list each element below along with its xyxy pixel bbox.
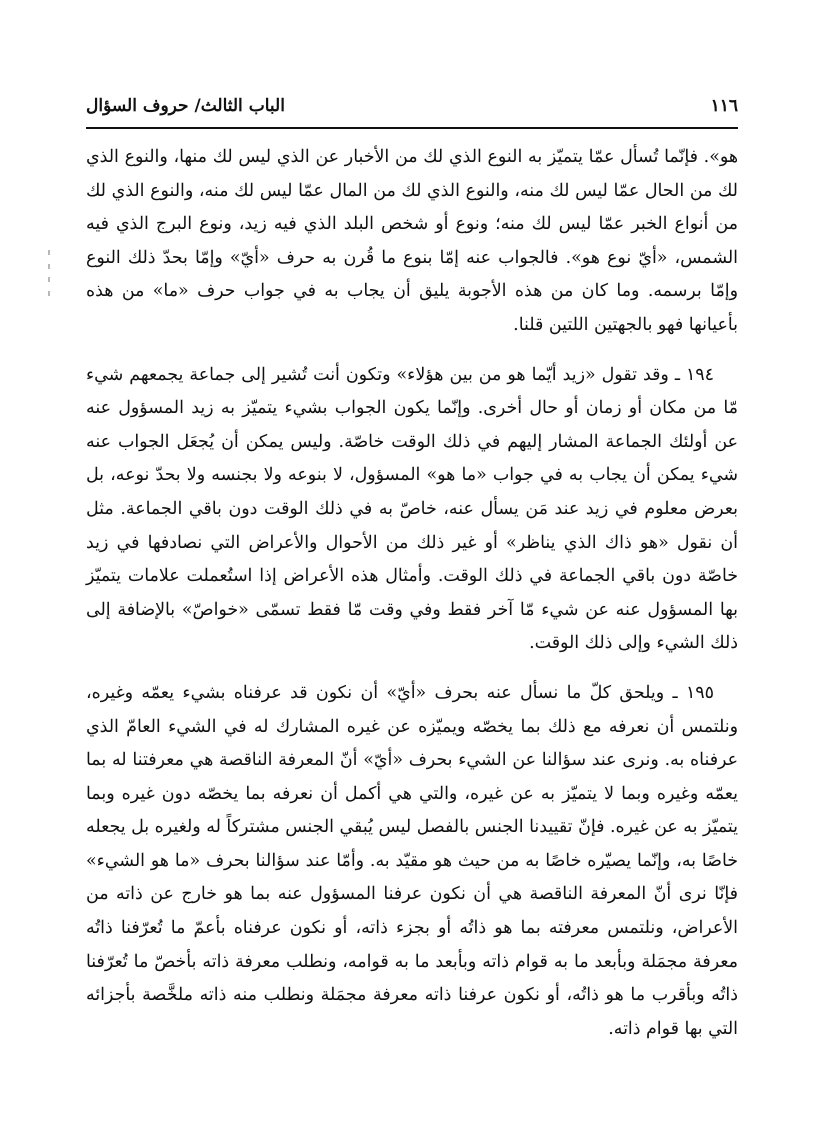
margin-mark-dash xyxy=(48,291,50,296)
margin-mark-dash xyxy=(48,277,50,282)
margin-mark-dash xyxy=(48,264,50,269)
paragraph-195: ١٩٥ ـ ويلحق كلّ ما نسأل عنه بحرف «أيّ» أن نكون قد عرفناه بشيء يعمّه وغيره، ونلتمس أن نعرفه مع ذلك بما يخصّه ويميّزه عن غيره المشارك له في الشيء العامّ الذي عرفناه به. ونرى عند سؤالنا عن الشيء بحرف «أيّ» أنّ المعرفة الناقصة هي معرفتنا له بما يعمّه وغيره وبما لا يتميّز به عن غيره، والتي هي أكمل أن نعرفه بما يخصّه دون غيره وبما يتميّز به عن غيره. فإنّ تقييدنا الجنس بالفصل ليس يُبقي الجنس مشتركاً له ولغيره بل يجعله خاصًا به، وإنّما يصيّره خاصًا به من حيث هو مقيّد به. وأمّا عند سؤالنا بحرف «ما هو الشيء» فإنّا نرى أنّ المعرفة الناقصة هي أن نكون عرفنا المسؤول عنه بما هو خارج عن ذاته من الأعراض، ونلتمس معرفته بما هو ذاتُه أو بجزء ذاته، أو نكون عرفناه بأعمّ ما تُعرّفنا ذاتُه معرفة مجمَلة وبأبعد ما به قوام ذاته وبأبعد ما به قوامه، ونطلب معرفة ذاته بأخصّ ما تُعرّفنا ذاتُه وبأقرب ما هو ذاتُه، أو نكون عرفنا ذاته معرفة مجمَلة ونطلب منه ذاته ملخَّصة بأجزائه التي بها قوام ذاته. xyxy=(86,682,738,1039)
paragraph-194: ١٩٤ ـ وقد تقول «زيد أيّما هو من بين هؤلاء» وتكون أنت تُشير إلى جماعة يجمعهم شيء مّا من مكان أو زمان أو حال أخرى. وإنّما يكون الجواب بشيء يتميّز به زيد المسؤول عنه عن أولئك الجماعة المشار إليهم في ذلك الوقت خاصّة. وليس يمكن أن يُجعَل الجواب عنه شيء يمكن أن يجاب به في جواب «ما هو» المسؤول، لا بنوعه ولا بجنسه ولا بحدّ نوعه، بل بعرض معلوم في زيد عند مَن يسأل عنه، خاصّ به في ذلك الوقت دون باقي الجماعة. مثل أن نقول «هو ذاك الذي يناظر» أو غير ذلك من الأحوال والأعراض التي نصادفها في زيد خاصّة دون باقي الجماعة في ذلك الوقت. وأمثال هذه الأعراض إذا استُعملت علامات يتميّز بها المسؤول عنه عن شيء مّا آخر فقط وفي وقت مّا فقط تسمّى «خواصّ» بالإضافة إلى ذلك الشيء وإلى ذلك الوقت. xyxy=(86,364,738,654)
header-rule xyxy=(86,127,738,129)
paragraph-continued: هو». فإنّما تُسأل عمّا يتميّز به النوع الذي لك من الأخبار عن الذي ليس لك منها، والنوع الذي لك من الحال عمّا ليس لك منه، والنوع الذي لك من المال عمّا ليس لك منه، والنوع الذي لك من أنواع الخبر عمّا ليس لك منه؛ ونوع أو شخص البلد الذي فيه زيد، ونوع البرج الذي فيه الشمس، «أيّ نوع هو». فالجواب عنه إمّا بنوع ما قُرن به حرف «أيّ» وإمّا بحدّ ذلك النوع وإمّا برسمه. وما كان من هذه الأجوبة يليق أن يجاب به في جواب حرف «ما» من هذه بأعيانها فهو بالجهتين اللتين قلنا. xyxy=(86,147,738,335)
margin-mark-dash xyxy=(48,250,50,255)
chapter-title: الباب الثالث/ حروف السؤال xyxy=(86,96,285,116)
body-text xyxy=(86,141,738,1046)
running-head xyxy=(86,92,738,120)
page-number: ١١٦ xyxy=(710,96,738,116)
margin-mark xyxy=(46,250,52,296)
